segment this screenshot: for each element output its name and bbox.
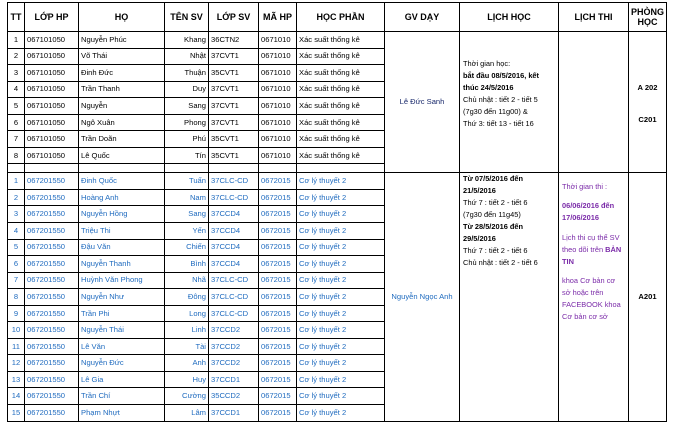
cell-lop-sv: 37CVT1 xyxy=(209,98,259,115)
cell-tt: 2 xyxy=(8,48,25,65)
cell-ma-hp: 0672015 xyxy=(259,256,297,273)
cell-ho: Ngô Xuân xyxy=(79,114,165,131)
cell-hoc-phan: Cơ lý thuyết 2 xyxy=(297,272,385,289)
exam-line: Lịch thi cụ thể SV theo dõi trên xyxy=(562,232,620,254)
cell-ten-sv: Yến xyxy=(165,223,209,240)
cell-ho: Đậu Văn xyxy=(79,239,165,256)
exam-line: khoa Cơ bản cơ sở hoặc trên FACEBOOK khoa Cơ bản cơ sở xyxy=(562,275,621,321)
teacher-name: Lê Đức Sanh xyxy=(399,97,445,107)
cell-ho: Huỳnh Văn Phong xyxy=(79,272,165,289)
cell-ho: Nguyễn xyxy=(79,98,165,115)
cell-tt: 14 xyxy=(8,388,25,405)
header-lich-hoc: LỊCH HỌC xyxy=(460,3,559,32)
cell-hoc-phan: Xác suất thống kê xyxy=(297,65,385,82)
teacher-cell xyxy=(385,173,460,421)
cell-ho: Nguyễn Hồng xyxy=(79,206,165,223)
cell-ma-hp: 0671010 xyxy=(259,131,297,148)
cell-ma-hp: 0671010 xyxy=(259,114,297,131)
cell-ten-sv: Lâm xyxy=(165,405,209,422)
cell-ho: Trần Doãn xyxy=(79,131,165,148)
cell-ho: Đinh Đức xyxy=(79,65,165,82)
cell-ma-hp: 0672015 xyxy=(259,322,297,339)
cell-lop-sv: 36CTN2 xyxy=(209,32,259,49)
schedule-line: (7g30 đến 11g45) xyxy=(463,210,521,220)
cell-ma-hp: 0672015 xyxy=(259,289,297,306)
cell-lop-hp: 067101050 xyxy=(25,131,79,148)
cell-ma-hp: 0672015 xyxy=(259,388,297,405)
cell-hoc-phan: Cơ lý thuyết 2 xyxy=(297,405,385,422)
schedule-line: Chủ nhật : tiết 2 - tiết 6 xyxy=(463,258,538,268)
cell-hoc-phan: Cơ lý thuyết 2 xyxy=(297,371,385,388)
cell-tt: 7 xyxy=(8,272,25,289)
cell-lop-sv: 35CVT1 xyxy=(209,147,259,164)
cell-ma-hp: 0672015 xyxy=(259,305,297,322)
cell-tt: 5 xyxy=(8,98,25,115)
cell-ho: Triệu Thi xyxy=(79,223,165,240)
cell-lop-hp: 067101050 xyxy=(25,48,79,65)
cell-ma-hp: 0672015 xyxy=(259,223,297,240)
cell-ten-sv: Duy xyxy=(165,81,209,98)
schedule-cell xyxy=(460,32,559,173)
table-row xyxy=(8,32,667,49)
cell-lop-hp: 067101050 xyxy=(25,147,79,164)
spacer-cell xyxy=(259,164,297,173)
cell-hoc-phan: Cơ lý thuyết 2 xyxy=(297,355,385,372)
cell-tt: 8 xyxy=(8,147,25,164)
cell-lop-sv: 37CLC-CD xyxy=(209,305,259,322)
cell-lop-sv: 37CVT1 xyxy=(209,81,259,98)
cell-ma-hp: 0672015 xyxy=(259,272,297,289)
exam-line: 06/06/2016 đến 17/06/2016 xyxy=(562,201,615,223)
header-ma-hp: MÃ HP xyxy=(259,3,297,32)
cell-lop-hp: 067101050 xyxy=(25,98,79,115)
cell-lop-hp: 067201550 xyxy=(25,206,79,223)
cell-lop-hp: 067201550 xyxy=(25,189,79,206)
cell-ten-sv: Bình xyxy=(165,256,209,273)
header-lop-hp: LỚP HP xyxy=(25,3,79,32)
exam-cell-1 xyxy=(559,32,629,173)
cell-lop-hp: 067201550 xyxy=(25,338,79,355)
cell-lop-hp: 067201550 xyxy=(25,388,79,405)
cell-hoc-phan: Cơ lý thuyết 2 xyxy=(297,173,385,190)
room-label: A 202 xyxy=(637,83,658,93)
cell-lop-sv: 37CLC-CD xyxy=(209,289,259,306)
cell-ho: Hoàng Anh xyxy=(79,189,165,206)
schedule-line: Thứ 7 : tiết 2 - tiết 6 xyxy=(463,198,528,208)
cell-ten-sv: Sang xyxy=(165,206,209,223)
cell-lop-sv: 37CCD4 xyxy=(209,239,259,256)
cell-lop-sv: 37CVT1 xyxy=(209,48,259,65)
cell-lop-hp: 067201550 xyxy=(25,405,79,422)
cell-ma-hp: 0672015 xyxy=(259,173,297,190)
spacer-cell xyxy=(297,164,385,173)
spacer-cell xyxy=(79,164,165,173)
cell-lop-sv: 37CCD4 xyxy=(209,206,259,223)
cell-lop-hp: 067201550 xyxy=(25,223,79,240)
cell-ten-sv: Linh xyxy=(165,322,209,339)
cell-ho: Lê Gia xyxy=(79,371,165,388)
cell-ho: Nguyễn Thanh xyxy=(79,256,165,273)
cell-lop-sv: 37CCD1 xyxy=(209,405,259,422)
cell-lop-hp: 067201550 xyxy=(25,355,79,372)
cell-lop-hp: 067201550 xyxy=(25,371,79,388)
cell-ho: Võ Thái xyxy=(79,48,165,65)
cell-tt: 1 xyxy=(8,173,25,190)
header-row xyxy=(8,3,667,32)
cell-tt: 9 xyxy=(8,305,25,322)
cell-ma-hp: 0672015 xyxy=(259,239,297,256)
schedule-line: Thứ 3: tiết 13 - tiết 16 xyxy=(463,119,534,128)
cell-ho: Trần Chí xyxy=(79,388,165,405)
cell-hoc-phan: Xác suất thống kê xyxy=(297,32,385,49)
cell-tt: 13 xyxy=(8,371,25,388)
cell-ho: Lê Quốc xyxy=(79,147,165,164)
cell-tt: 4 xyxy=(8,223,25,240)
cell-lop-sv: 35CCD2 xyxy=(209,388,259,405)
cell-ho: Nguyễn Đức xyxy=(79,355,165,372)
cell-tt: 7 xyxy=(8,131,25,148)
schedule-line: Từ 28/5/2016 đến 29/5/2016 xyxy=(463,222,523,244)
cell-ten-sv: Tín xyxy=(165,147,209,164)
cell-lop-sv: 37CCD2 xyxy=(209,338,259,355)
cell-lop-hp: 067101050 xyxy=(25,81,79,98)
cell-lop-sv: 35CVT1 xyxy=(209,65,259,82)
spacer-cell xyxy=(165,164,209,173)
spacer-cell xyxy=(209,164,259,173)
cell-ten-sv: Sang xyxy=(165,98,209,115)
spacer-cell xyxy=(8,164,25,173)
cell-lop-sv: 37CCD2 xyxy=(209,322,259,339)
cell-tt: 1 xyxy=(8,32,25,49)
cell-ho: Nguyễn Thái xyxy=(79,322,165,339)
cell-ho: Đinh Quốc xyxy=(79,173,165,190)
header-hoc-phan: HỌC PHẦN xyxy=(297,3,385,32)
cell-ten-sv: Cường xyxy=(165,388,209,405)
cell-ten-sv: Tài xyxy=(165,338,209,355)
cell-hoc-phan: Cơ lý thuyết 2 xyxy=(297,289,385,306)
cell-lop-hp: 067201550 xyxy=(25,173,79,190)
cell-ten-sv: Anh xyxy=(165,355,209,372)
cell-lop-sv: 37CVT1 xyxy=(209,114,259,131)
schedule-line: Chủ nhật : tiết 2 - tiết 5 (7g30 đến 11g00) & xyxy=(463,95,538,116)
schedule-line: Từ 07/5/2016 đến 21/5/2016 xyxy=(463,174,523,196)
cell-tt: 11 xyxy=(8,338,25,355)
cell-ma-hp: 0671010 xyxy=(259,48,297,65)
cell-lop-sv: 37CCD1 xyxy=(209,371,259,388)
header-gv-day: GV DẠY xyxy=(385,3,460,32)
cell-tt: 12 xyxy=(8,355,25,372)
exam-cell-2 xyxy=(559,173,629,421)
cell-ma-hp: 0672015 xyxy=(259,371,297,388)
cell-ma-hp: 0671010 xyxy=(259,32,297,49)
cell-lop-sv: 37CCD4 xyxy=(209,256,259,273)
room-cell-1 xyxy=(629,32,667,173)
cell-ten-sv: Huy xyxy=(165,371,209,388)
schedule-table xyxy=(7,2,667,422)
cell-hoc-phan: Cơ lý thuyết 2 xyxy=(297,305,385,322)
cell-ten-sv: Chiến xyxy=(165,239,209,256)
spacer-cell xyxy=(25,164,79,173)
cell-ma-hp: 0671010 xyxy=(259,147,297,164)
cell-lop-hp: 067201550 xyxy=(25,289,79,306)
cell-hoc-phan: Cơ lý thuyết 2 xyxy=(297,189,385,206)
schedule-line: Thứ 7 : tiết 2 - tiết 6 xyxy=(463,246,528,256)
cell-lop-hp: 067101050 xyxy=(25,32,79,49)
cell-lop-hp: 067201550 xyxy=(25,256,79,273)
header-tt: TT xyxy=(8,3,25,32)
teacher-cell xyxy=(385,32,460,173)
teacher-name: Nguyễn Ngọc Anh xyxy=(391,291,453,301)
cell-ten-sv: Nhật xyxy=(165,48,209,65)
exam-line: Thời gian thi : xyxy=(562,181,608,191)
cell-tt: 8 xyxy=(8,289,25,306)
cell-ten-sv: Tuấn xyxy=(165,173,209,190)
cell-ten-sv: Đông xyxy=(165,289,209,306)
cell-tt: 6 xyxy=(8,256,25,273)
cell-ten-sv: Nam xyxy=(165,189,209,206)
cell-ma-hp: 0672015 xyxy=(259,189,297,206)
cell-hoc-phan: Cơ lý thuyết 2 xyxy=(297,223,385,240)
cell-lop-sv: 35CVT1 xyxy=(209,131,259,148)
cell-lop-sv: 37CCD4 xyxy=(209,223,259,240)
header-ten-sv: TÊN SV xyxy=(165,3,209,32)
header-lich-thi: LỊCH THI xyxy=(559,3,629,32)
cell-ma-hp: 0671010 xyxy=(259,81,297,98)
header-lop-sv: LỚP SV xyxy=(209,3,259,32)
cell-hoc-phan: Xác suất thống kê xyxy=(297,131,385,148)
cell-ma-hp: 0671010 xyxy=(259,65,297,82)
cell-tt: 4 xyxy=(8,81,25,98)
cell-hoc-phan: Cơ lý thuyết 2 xyxy=(297,256,385,273)
table-row xyxy=(8,173,667,190)
cell-ten-sv: Nhã xyxy=(165,272,209,289)
cell-ma-hp: 0672015 xyxy=(259,405,297,422)
cell-ten-sv: Long xyxy=(165,305,209,322)
cell-tt: 15 xyxy=(8,405,25,422)
room-cell-2 xyxy=(629,173,667,421)
cell-ho: Phạm Nhựt xyxy=(79,405,165,422)
cell-ma-hp: 0672015 xyxy=(259,338,297,355)
cell-ho: Trần Thanh xyxy=(79,81,165,98)
exam-line-bold: BẢN TIN xyxy=(562,244,622,266)
header-phong-hoc: PHÒNG HỌC xyxy=(629,3,667,32)
cell-lop-sv: 37CLC-CD xyxy=(209,173,259,190)
cell-lop-hp: 067101050 xyxy=(25,114,79,131)
cell-ma-hp: 0671010 xyxy=(259,98,297,115)
cell-lop-hp: 067101050 xyxy=(25,65,79,82)
cell-lop-sv: 37CLC-CD xyxy=(209,272,259,289)
cell-tt: 6 xyxy=(8,114,25,131)
cell-tt: 5 xyxy=(8,239,25,256)
cell-hoc-phan: Xác suất thống kê xyxy=(297,48,385,65)
cell-ma-hp: 0672015 xyxy=(259,355,297,372)
cell-ho: Trần Phi xyxy=(79,305,165,322)
cell-hoc-phan: Xác suất thống kê xyxy=(297,98,385,115)
cell-hoc-phan: Cơ lý thuyết 2 xyxy=(297,322,385,339)
cell-hoc-phan: Xác suất thống kê xyxy=(297,147,385,164)
cell-hoc-phan: Cơ lý thuyết 2 xyxy=(297,388,385,405)
cell-ten-sv: Thuận xyxy=(165,65,209,82)
cell-lop-hp: 067201550 xyxy=(25,272,79,289)
cell-tt: 3 xyxy=(8,65,25,82)
cell-ho: Lê Văn xyxy=(79,338,165,355)
cell-tt: 3 xyxy=(8,206,25,223)
cell-tt: 2 xyxy=(8,189,25,206)
cell-hoc-phan: Cơ lý thuyết 2 xyxy=(297,338,385,355)
cell-hoc-phan: Cơ lý thuyết 2 xyxy=(297,206,385,223)
schedule-line: bắt đầu 08/5/2016, kết thúc 24/5/2016 xyxy=(463,71,539,92)
cell-lop-hp: 067201550 xyxy=(25,305,79,322)
cell-lop-hp: 067201550 xyxy=(25,239,79,256)
schedule-line: Thời gian học: xyxy=(463,59,511,68)
cell-ho: Nguyễn Như xyxy=(79,289,165,306)
cell-lop-hp: 067201550 xyxy=(25,322,79,339)
header-ho: HỌ xyxy=(79,3,165,32)
cell-ten-sv: Phong xyxy=(165,114,209,131)
cell-ho: Nguyễn Phúc xyxy=(79,32,165,49)
cell-ma-hp: 0672015 xyxy=(259,206,297,223)
cell-hoc-phan: Cơ lý thuyết 2 xyxy=(297,239,385,256)
cell-hoc-phan: Xác suất thống kê xyxy=(297,114,385,131)
cell-lop-sv: 37CCD2 xyxy=(209,355,259,372)
schedule-cell xyxy=(460,173,559,421)
cell-hoc-phan: Xác suất thống kê xyxy=(297,81,385,98)
cell-ten-sv: Phú xyxy=(165,131,209,148)
room-label: C201 xyxy=(638,115,657,125)
cell-tt: 10 xyxy=(8,322,25,339)
room-label: A201 xyxy=(638,291,657,301)
cell-lop-sv: 37CLC-CD xyxy=(209,189,259,206)
cell-ten-sv: Khang xyxy=(165,32,209,49)
